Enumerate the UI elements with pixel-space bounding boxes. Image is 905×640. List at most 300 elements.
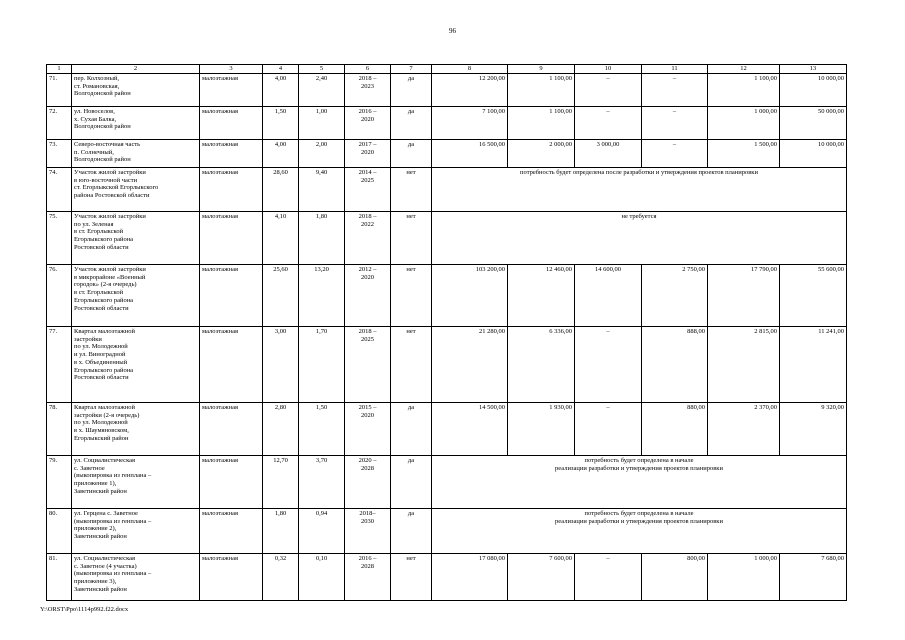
area-total	[263, 509, 299, 554]
cell-text: района Ростовской области	[74, 192, 150, 200]
cell-text: реализации разработки и утверждения проектов планировки	[555, 517, 723, 525]
area-housing	[299, 554, 345, 601]
cell-text: малоэтажная	[202, 169, 239, 176]
cell-text: 71.	[49, 75, 58, 82]
cell-text: приложение 2),	[74, 525, 117, 533]
cell-text: да	[407, 75, 415, 82]
cost-col-9	[508, 107, 575, 140]
cell-text: 9	[539, 65, 543, 72]
row-number	[47, 554, 72, 601]
row-number	[47, 509, 72, 554]
cell-text: 7 600,00	[549, 555, 572, 562]
area-total	[263, 168, 299, 212]
cell-text: 2025	[361, 335, 374, 343]
column-number	[780, 65, 847, 74]
cell-text: 9,40	[315, 169, 328, 176]
cell-text: ул. Герцена с. Заветное	[74, 510, 138, 517]
cell-text: 1,80	[315, 213, 328, 220]
column-number	[72, 65, 200, 74]
area-total	[263, 140, 299, 168]
cell-text: малоэтажная	[202, 141, 239, 148]
area-housing	[299, 265, 345, 327]
cell-text: 80.	[49, 510, 58, 517]
cell-text: малоэтажная	[202, 555, 239, 562]
cell-text: 2030	[361, 517, 374, 525]
column-number	[263, 65, 299, 74]
table-row	[47, 327, 847, 403]
cell-text: 2020	[361, 411, 374, 419]
cell-text: (выкопировка из генплана –	[74, 517, 152, 525]
table-row	[47, 107, 847, 140]
plot-name	[72, 265, 200, 327]
implementation-years	[345, 74, 391, 107]
column-number	[642, 65, 708, 74]
plot-name	[72, 509, 200, 554]
area-housing	[299, 212, 345, 265]
cell-text: 2020	[361, 273, 374, 281]
cell-text: 2018 –	[358, 328, 377, 335]
cell-text: застройки (2-я очередь)	[74, 411, 140, 419]
cell-text: 1 500,00	[754, 141, 777, 148]
cost-col-9	[508, 403, 575, 456]
cell-text: 50 000,00	[818, 108, 844, 115]
cell-text: реализации разработки и утверждения проектов планировки	[555, 464, 723, 472]
cell-text: 5	[319, 65, 324, 72]
cell-text: малоэтажная	[202, 457, 239, 464]
cell-text: 10 000,00	[818, 141, 844, 148]
table-row	[47, 509, 847, 554]
cell-text: пер. Колхозный,	[74, 75, 120, 82]
cell-text: 7 100,00	[482, 108, 505, 115]
cell-text: 2020	[361, 115, 374, 123]
row-number	[47, 327, 72, 403]
plot-name	[72, 403, 200, 456]
cell-text: Волгодонской район	[74, 90, 131, 98]
plot-name	[72, 327, 200, 403]
cell-text: 8	[467, 65, 472, 72]
area-housing	[299, 74, 345, 107]
cell-text: 103 200,00	[475, 266, 505, 273]
cell-text: 4,10	[274, 213, 287, 220]
cell-text: –	[606, 328, 610, 335]
cell-text: 10 000,00	[818, 75, 844, 82]
funding-note	[432, 168, 847, 212]
cell-text: 2 000,00	[549, 141, 572, 148]
cell-text: потребность будет определена после разработки и утверждения проектов планировки	[520, 169, 758, 176]
cost-col-10	[575, 327, 642, 403]
table-row	[47, 403, 847, 456]
cost-col-13	[780, 74, 847, 107]
cell-text: малоэтажная	[202, 328, 239, 335]
cell-text: 1 100,00	[754, 75, 777, 82]
cost-total	[432, 74, 508, 107]
cell-text: Егорлыкского района	[74, 296, 134, 304]
cell-text: по ул. Зеленая	[74, 220, 114, 228]
cell-text: ст. Егорлыкской Егорлыкского	[74, 184, 159, 192]
cell-text: –	[606, 108, 610, 115]
area-total	[263, 107, 299, 140]
column-number	[391, 65, 432, 74]
area-total	[263, 554, 299, 601]
cell-text: 1,50	[315, 404, 328, 411]
table-row	[47, 265, 847, 327]
cell-text: 1 000,00	[754, 555, 777, 562]
planning-project	[391, 168, 432, 212]
cost-col-11	[642, 140, 708, 168]
cell-text: 888,00	[687, 328, 705, 335]
cell-text: 2012 –	[358, 266, 377, 273]
cell-text: 13	[809, 65, 817, 72]
cell-text: 2020 –	[358, 457, 377, 464]
cell-text: Участок жилой застройки	[74, 169, 146, 176]
plot-name	[72, 74, 200, 107]
cost-col-12	[708, 74, 780, 107]
cost-col-10	[575, 265, 642, 327]
cell-text: Егорлыкского района	[74, 236, 134, 244]
planning-project	[391, 509, 432, 554]
column-number	[575, 65, 642, 74]
cell-text: 16 500,00	[479, 141, 505, 148]
funding-note	[432, 212, 847, 265]
column-number	[432, 65, 508, 74]
cell-text: 14 600,00	[595, 266, 621, 273]
cell-text: 11	[671, 65, 678, 72]
implementation-years	[345, 140, 391, 168]
plot-name	[72, 168, 200, 212]
table-row	[47, 74, 847, 107]
cost-col-11	[642, 107, 708, 140]
cell-text: Ростовской области	[74, 374, 129, 382]
column-number	[200, 65, 263, 74]
column-number	[299, 65, 345, 74]
cell-text: 12,70	[273, 457, 288, 464]
cell-text: малоэтажная	[202, 108, 239, 115]
cell-text: 4,00	[274, 75, 287, 82]
plot-name	[72, 554, 200, 601]
cell-text: по ул. Молодежной	[74, 419, 128, 427]
cell-text: 81.	[49, 555, 58, 562]
cell-text: Ростовской области	[74, 304, 129, 312]
cost-total	[432, 554, 508, 601]
cell-text: 1,00	[315, 108, 328, 115]
planning-project	[391, 456, 432, 509]
cell-text: 10	[604, 65, 612, 72]
cell-text: (выкопировка из генплана –	[74, 570, 152, 578]
cell-text: 7	[409, 65, 413, 72]
cell-text: 1 100,00	[549, 75, 572, 82]
table-row	[47, 168, 847, 212]
area-housing	[299, 327, 345, 403]
cell-text: 2,00	[315, 141, 328, 148]
funding-note	[432, 456, 847, 509]
area-total	[263, 403, 299, 456]
cell-text: да	[407, 457, 415, 464]
implementation-years	[345, 403, 391, 456]
cell-text: 11 241,00	[818, 328, 844, 335]
plot-name	[72, 140, 200, 168]
plot-name	[72, 107, 200, 140]
plot-name	[72, 212, 200, 265]
cost-col-10	[575, 74, 642, 107]
cost-col-10	[575, 554, 642, 601]
implementation-years	[345, 107, 391, 140]
cell-text: 2 370,00	[754, 404, 777, 411]
table-row	[47, 456, 847, 509]
cell-text: малоэтажная	[202, 213, 239, 220]
column-number	[345, 65, 391, 74]
cell-text: 6 336,00	[549, 328, 572, 335]
cost-col-13	[780, 140, 847, 168]
cost-total	[432, 107, 508, 140]
development-type	[200, 74, 263, 107]
cell-text: Заветинский район	[74, 585, 127, 593]
cell-text: нет	[406, 555, 416, 562]
cell-text: 76.	[49, 266, 58, 273]
row-number	[47, 403, 72, 456]
row-number	[47, 212, 72, 265]
cell-text: 0,94	[315, 510, 328, 517]
cell-text: 2016 –	[358, 555, 377, 562]
cell-text: ст. Романовская,	[74, 82, 120, 90]
table-header-row	[47, 65, 847, 74]
cell-text: Участок жилой застройки	[74, 266, 146, 273]
cell-text: 2023	[361, 82, 374, 90]
development-type	[200, 403, 263, 456]
development-type	[200, 168, 263, 212]
cell-text: 12 460,00	[546, 266, 572, 273]
cell-text: 12 200,00	[479, 75, 505, 82]
cell-text: нет	[406, 266, 416, 273]
cell-text: 0,32	[274, 555, 287, 562]
cost-col-11	[642, 327, 708, 403]
cell-text: с. Заветное	[74, 464, 105, 472]
cell-text: Заветинский район	[74, 487, 127, 495]
development-type	[200, 265, 263, 327]
cell-text: нет	[406, 169, 416, 176]
development-type	[200, 554, 263, 601]
cost-col-12	[708, 265, 780, 327]
area-total	[263, 327, 299, 403]
cost-col-9	[508, 554, 575, 601]
cell-text: малоэтажная	[202, 510, 239, 517]
cell-text: 13,20	[314, 266, 329, 273]
cell-text: 6	[365, 65, 370, 72]
planning-project	[391, 74, 432, 107]
cell-text: 2018 –	[358, 75, 377, 82]
row-number	[47, 265, 72, 327]
cell-text: Северо-восточная часть	[74, 141, 141, 148]
cell-text: малоэтажная	[202, 404, 239, 411]
cost-col-12	[708, 107, 780, 140]
development-type	[200, 212, 263, 265]
cell-text: в х. Объединенный	[74, 358, 128, 366]
cell-text: 78.	[49, 404, 58, 411]
cell-text: потребность будет определена в начале	[584, 457, 694, 464]
cell-text: 17 080,00	[479, 555, 505, 562]
cell-text: 55 600,00	[818, 266, 844, 273]
cell-text: Квартал малоэтажной	[74, 328, 135, 335]
cell-text: Участок жилой застройки	[74, 213, 146, 220]
cell-text: да	[407, 108, 415, 115]
cell-text: 880,00	[687, 404, 705, 411]
cost-col-12	[708, 403, 780, 456]
cell-text: 0,10	[315, 555, 328, 562]
cell-text: в ст. Егорлыкской	[74, 228, 124, 236]
cell-text: –	[672, 75, 677, 82]
cell-text: 2017 –	[358, 141, 377, 148]
implementation-years	[345, 456, 391, 509]
cell-text: 1,70	[315, 328, 328, 335]
cost-col-11	[642, 554, 708, 601]
cell-text: –	[606, 404, 610, 411]
cost-col-9	[508, 265, 575, 327]
cell-text: 3	[229, 65, 233, 72]
area-total	[263, 74, 299, 107]
cell-text: 2015 –	[358, 404, 377, 411]
cell-text: 3 000,00	[596, 141, 620, 148]
cell-text: 72.	[49, 108, 58, 115]
development-type	[200, 509, 263, 554]
cell-text: Волгодонской район	[74, 123, 131, 131]
cell-text: 1 000,00	[754, 108, 777, 115]
cell-text: и ул. Виноградной	[74, 351, 126, 359]
cell-text: 79.	[49, 457, 58, 464]
area-total	[263, 212, 299, 265]
cell-text: Заветинский район	[74, 533, 127, 541]
cost-col-11	[642, 74, 708, 107]
housing-plots-table	[46, 64, 847, 601]
cell-text: 17 790,00	[751, 266, 777, 273]
cell-text: в микрорайоне «Военный	[74, 273, 146, 281]
cost-col-9	[508, 327, 575, 403]
file-path-footer: Y:\ORST\Ppo\1114p992.f22.docx	[40, 606, 129, 613]
cost-col-12	[708, 554, 780, 601]
cost-total	[432, 403, 508, 456]
cost-col-13	[780, 327, 847, 403]
cell-text: 2 815,00	[754, 328, 777, 335]
implementation-years	[345, 509, 391, 554]
cell-text: 7 680,00	[821, 555, 844, 562]
development-type	[200, 327, 263, 403]
cell-text: (выкопировка из генплана –	[74, 472, 152, 480]
cell-text: 74.	[49, 169, 58, 176]
implementation-years	[345, 554, 391, 601]
cell-text: ул. Новоселов,	[74, 108, 115, 115]
cell-text: 2	[133, 65, 138, 72]
cell-text: 2028	[361, 562, 374, 570]
cell-text: 1	[57, 65, 61, 72]
cell-text: потребность будет определена в начале	[584, 510, 694, 517]
cell-text: приложение 1),	[74, 480, 117, 488]
cell-text: 25,60	[273, 266, 288, 273]
cell-text: ул. Социалистическая	[74, 555, 136, 562]
cell-text: п. Солнечный,	[74, 148, 114, 156]
cell-text: 2,40	[315, 75, 328, 82]
cell-text: 21 280,00	[479, 328, 505, 335]
area-housing	[299, 456, 345, 509]
cost-total	[432, 265, 508, 327]
cell-text: нет	[406, 213, 416, 220]
cell-text: городок» (2-я очередь)	[74, 281, 137, 289]
cell-text: 3,70	[315, 457, 328, 464]
cell-text: 2022	[361, 220, 374, 228]
column-number	[47, 65, 72, 74]
cell-text: 9 320,00	[821, 404, 844, 411]
cell-text: 28,60	[273, 169, 288, 176]
cost-col-10	[575, 107, 642, 140]
development-type	[200, 107, 263, 140]
table-row	[47, 212, 847, 265]
cell-text: 1 930,00	[549, 404, 572, 411]
cost-col-12	[708, 327, 780, 403]
cell-text: 2028	[361, 464, 374, 472]
cell-text: 1 100,00	[549, 108, 572, 115]
cell-text: 73.	[49, 141, 58, 148]
cell-text: 2014 –	[358, 169, 377, 176]
implementation-years	[345, 327, 391, 403]
column-number	[708, 65, 780, 74]
cell-text: не требуется	[621, 213, 657, 220]
plot-name	[72, 456, 200, 509]
cell-text: малоэтажная	[202, 75, 239, 82]
development-type	[200, 456, 263, 509]
implementation-years	[345, 265, 391, 327]
cell-text: Квартал малоэтажной	[74, 404, 135, 411]
cell-text: приложение 3),	[74, 578, 117, 586]
cell-text: застройки	[74, 335, 102, 343]
cell-text: –	[672, 141, 677, 148]
cost-col-13	[780, 554, 847, 601]
cell-text: 14 500,00	[479, 404, 505, 411]
funding-note	[432, 509, 847, 554]
cell-text: 2016 –	[358, 108, 377, 115]
cell-text: 2,80	[274, 404, 287, 411]
cost-col-9	[508, 140, 575, 168]
cell-text: –	[672, 108, 677, 115]
cell-text: Волгодонской район	[74, 156, 131, 164]
cost-col-10	[575, 403, 642, 456]
cell-text: с. Заветное (4 участка)	[74, 562, 137, 570]
area-housing	[299, 140, 345, 168]
page-number: 96	[449, 27, 456, 35]
column-number	[508, 65, 575, 74]
cost-col-9	[508, 74, 575, 107]
cell-text: 4	[278, 65, 283, 72]
cell-text: 2 750,00	[682, 266, 705, 273]
area-housing	[299, 509, 345, 554]
cell-text: малоэтажная	[202, 266, 239, 273]
cell-text: 2020	[361, 148, 374, 156]
cell-text: Ростовской области	[74, 243, 129, 251]
row-number	[47, 107, 72, 140]
cell-text: 2018 –	[358, 213, 377, 220]
implementation-years	[345, 168, 391, 212]
cost-col-12	[708, 140, 780, 168]
planning-project	[391, 327, 432, 403]
cell-text: 1,50	[274, 108, 287, 115]
cell-text: в ст. Егорлыкской	[74, 289, 124, 297]
cost-total	[432, 327, 508, 403]
cell-text: 800,00	[687, 555, 705, 562]
cell-text: 12	[740, 65, 747, 72]
row-number	[47, 456, 72, 509]
cell-text: да	[407, 141, 415, 148]
cost-col-10	[575, 140, 642, 168]
row-number	[47, 168, 72, 212]
planning-project	[391, 403, 432, 456]
cell-text: 75.	[49, 213, 58, 220]
planning-project	[391, 265, 432, 327]
